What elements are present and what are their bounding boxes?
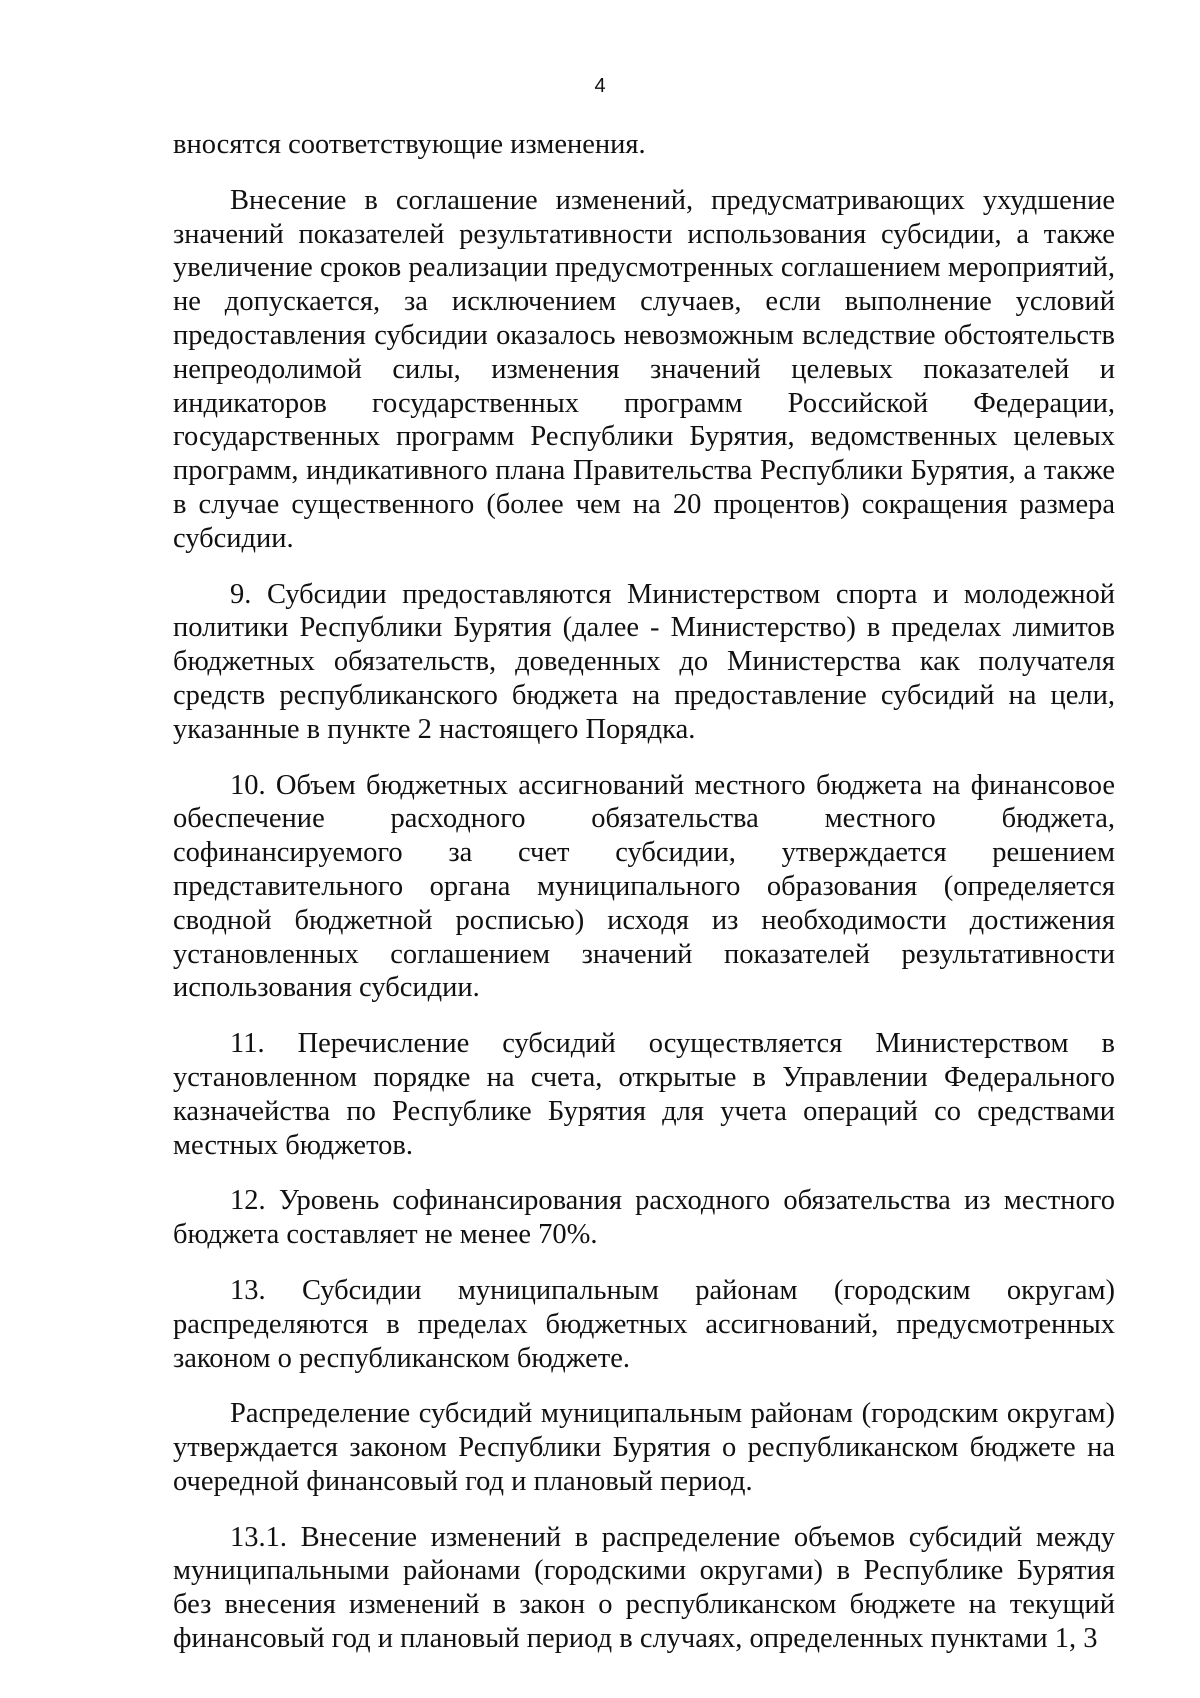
paragraph-distribution: Распределение субсидий муниципальным районам (городским округам) утверждается законом Республики Бурятия о республиканском бюджете на очередной финансовый год и плановый период. [173, 1398, 1115, 1497]
paragraph-13-1: 13.1. Внесение изменений в распределение объемов субсидий между муниципальными районами (городскими округами) в Республике Бурятия без внесения изменений в закон о республиканском бюджете на текущий финансовый год и плановый период в случаях, определенных пунктами 1, 3 [173, 1521, 1115, 1655]
paragraph-12: 12. Уровень софинансирования расходного обязательства из местного бюджета составляет не менее 70%. [173, 1185, 1115, 1251]
paragraph-11: 11. Перечисление субсидий осуществляется Министерством в установленном порядке на счета, открытые в Управлении Федерального казначейства по Республике Бурятия для учета операций со средствами местных бюджетов. [173, 1028, 1115, 1161]
paragraph-13: 13. Субсидии муниципальным районам (городским округам) распределяются в пределах бюджетных ассигнований, предусмотренных законом о республиканском бюджете. [173, 1274, 1115, 1374]
paragraph-9: 9. Субсидии предоставляются Министерством спорта и молодежной политики Республики Бурятия (далее - Министерство) в пределах лимитов бюджетных обязательств, доведенных до Министерства как получателя средств республиканского бюджета на предоставление субсидий на цели, указанные в пункте 2 настоящего Порядка. [173, 578, 1115, 745]
paragraph-agreement-changes: Внесение в соглашение изменений, предусматривающих ухудшение значений показателей результативности использования субсидии, а также увеличение сроков реализации предусмотренных соглашением мероприятий, не допускается, за исключением случаев, если выполнение условий предоставления субсидии оказалось невозможным вследствие обстоятельств непреодолимой силы, изменения значений целевых показателей и индикаторов государственных программ Российской Федерации, государственных программ Республики Бурятия, ведомственных целевых программ, индикативного плана Правительства Республики Бурятия, а также в случае существенного (более чем на 20 процентов) сокращения размера субсидии. [173, 184, 1115, 554]
page-number: 4 [594, 75, 606, 97]
document-body [173, 128, 1115, 1656]
paragraph-10: 10. Объем бюджетных ассигнований местного бюджета на финансовое обеспечение расходного обязательства местного бюджета, софинансируемого за счет субсидии, утверждается решением представительного органа муниципального образования (определяется сводной бюджетной росписью) исходя из необходимости достижения установленных соглашением значений показателей результативности использования субсидии. [173, 769, 1115, 1004]
paragraph-continuation: вносятся соответствующие изменения. [173, 129, 646, 160]
